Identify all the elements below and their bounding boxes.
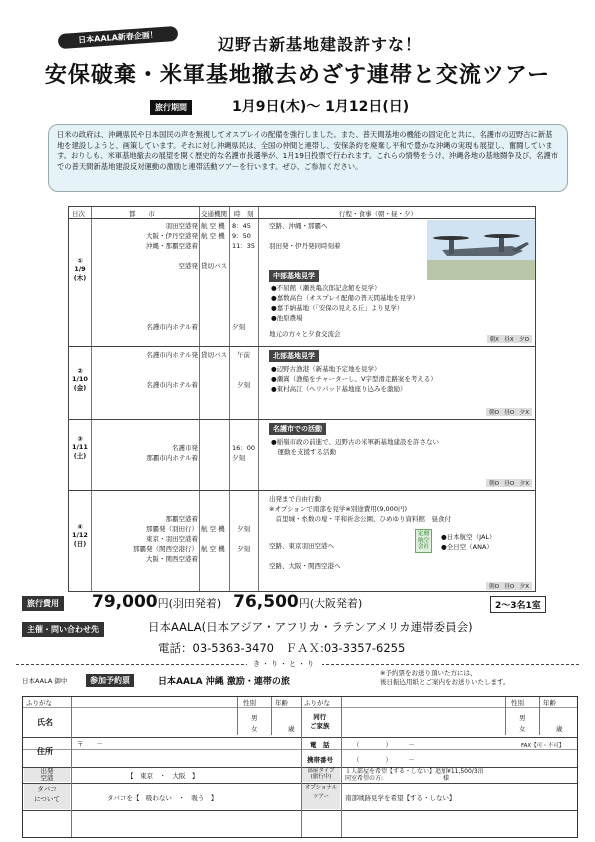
form-apply-label: 参加予約票 — [86, 674, 134, 687]
day-2-section: 北部基地見学 — [269, 350, 319, 362]
day-4-meals: 朝O 昼O 夕X — [486, 582, 532, 590]
day-1-route-top: 空路、沖縄・那覇へ 羽田発・伊丹発同時刻着 — [269, 222, 341, 251]
mobile-field[interactable]: （ ） － — [353, 756, 415, 764]
day-1-route-bottom: 地元の方々と夕食交流会 — [269, 330, 341, 338]
day-4-cities: 那覇空港着 那覇発（羽田行） 東京・羽田空港着 那覇発（関西空港行） 大阪・関西空港着 — [133, 515, 198, 564]
sex-male-2[interactable]: 男 — [519, 714, 526, 722]
day-2-times: 午前 夕刻 — [237, 351, 250, 390]
phone-label: 電 話 — [310, 741, 330, 749]
day-4-transport: 航 空 機 航 空 機 — [201, 525, 225, 554]
header-transport: 交通機関 — [201, 210, 227, 218]
header-city: 都 市 — [129, 210, 155, 218]
price-label: 旅行費用 — [22, 596, 64, 611]
day-1-times: 8：45 9：50 11：35 夕刻 — [232, 222, 256, 331]
age-unit-2: 歳 — [556, 725, 563, 733]
form-to: 日本AALA 御中 — [22, 677, 68, 685]
name-field[interactable] — [73, 709, 235, 736]
mobile-label: 携帯番号 — [307, 756, 333, 764]
room-type: 2～3名1室 — [490, 596, 546, 613]
day-1-section: 中部基地見学 — [269, 270, 319, 282]
period-label: 旅行期間 — [150, 100, 192, 115]
companion-label: 同行 ご家族 — [310, 713, 330, 731]
address-label: 住所 — [37, 747, 53, 756]
day-1-cities: 羽田空港発 大阪・伊丹空港発 沖縄・那覇空港着 空港発 名護市内ホテル着 — [146, 222, 198, 331]
departure-label: 出発 空港 — [24, 768, 70, 782]
itinerary-table — [68, 206, 536, 592]
sex-label: 性別 — [243, 699, 256, 707]
fax-check[interactable]: FAX【可・不可】 — [521, 743, 565, 749]
header-time: 時 刻 — [234, 210, 254, 218]
age-label-2: 年齢 — [543, 699, 556, 707]
day-4-route-top: 出発まで自由行動 ※オプションで南部を見学※別途費用(9,000円) 首里城・糸数の壕・平和祈念公園、ひめゆり資料館 昼食付 — [269, 495, 451, 524]
name-label: 氏名 — [37, 718, 53, 727]
sex-female[interactable]: 女 — [251, 725, 258, 733]
travel-period: 1月9日(木)～ 1月12日(日) — [232, 99, 410, 115]
day-3-cities: 名護市発 那覇市内ホテル着 — [146, 444, 198, 463]
day-3-times: 16：00 夕刻 — [232, 444, 256, 463]
form-tour-name: 日本AALA 沖縄 激励・連帯の旅 — [158, 677, 290, 687]
day-2-items: ●辺野古漁港（新基地予定地を見学） ●瀬嵩（漁船をチャーターし、V字型滑走路案を考える） ●東村高江（ヘリパッド基地座り込みを激励） — [271, 365, 437, 394]
tobacco-select[interactable]: タバコを【 吸わない ・ 吸う 】 — [107, 794, 218, 802]
page-title: 安保破棄・米軍基地撤去めざす連帯と交流ツアー — [44, 63, 551, 88]
day-1-transport: 航 空 機 航 空 機 貸切バス — [201, 222, 227, 271]
tobacco-label: タバコ について — [24, 784, 70, 809]
day-3-label: ③ 1/11 (土) — [72, 435, 88, 460]
osprey-aircraft-image — [427, 220, 535, 280]
day-4-airlines: ●日本航空（JAL） ●全日空（ANA） — [441, 533, 496, 552]
age-unit: 歳 — [288, 725, 295, 733]
day-3-items: ●稲嶺市政の前進で、辺野古の米軍新基地建設を許さない 運動を支援する活動 — [271, 438, 440, 457]
price-haneda: 79,000 — [92, 592, 158, 612]
day-1-items: ●不屈館（瀬長亀次郎記念館を見学） ●嘉数高台（オスプレイ配備の普天間基地を見学） ●嘉手納基地（「安保の見える丘」より見学） ●池原農場 — [271, 284, 420, 323]
sex-male[interactable]: 男 — [251, 714, 258, 722]
application-form — [22, 696, 578, 838]
header-day: 日次 — [72, 210, 85, 218]
day-2-transport: 貸切バス — [201, 351, 227, 359]
option-tour-label: オプショナル ツアー — [302, 784, 340, 809]
header-route: 行程・食事（朝・昼・夕） — [339, 210, 417, 218]
option-tour-select[interactable]: 南部戦跡見学を希望【する・しない】 — [345, 794, 456, 802]
day-3-section: 名護市での活動 — [269, 423, 326, 435]
room-type-label: 部屋タイプ (旅行中) — [302, 768, 340, 782]
price-osaka: 76,500 — [233, 592, 299, 612]
organizer: 日本AALA(日本アジア・アフリカ・ラテンアメリカ連帯委員会) — [148, 620, 473, 634]
day-1-meals: 朝X 昼X 夕O — [487, 335, 532, 343]
day-2-label: ② 1/10 (金) — [72, 367, 88, 392]
price-osaka-unit: 円(大阪発着) — [298, 597, 363, 610]
price — [92, 592, 362, 612]
furigana-label-2: ふりがな — [304, 699, 330, 707]
day-4-times: 夕刻 夕刻 — [237, 525, 250, 554]
cut-label: き・り・と・り — [247, 659, 322, 669]
postal-code-field[interactable]: 〒 － — [77, 740, 103, 748]
form-note: ※予約票をお送り頂いた方には、 後日振込用紙とご案内をお送りいたします。 — [380, 669, 510, 687]
day-4-airline-label: 定刻 航空 会社 — [415, 529, 432, 553]
room-type-field[interactable]: １人部屋を希望【する・しない】追加¥11,500/3泊 同室希望の方: 様 — [345, 768, 484, 783]
price-haneda-unit: 円(羽田発着) — [157, 597, 222, 610]
subtitle: 辺野古新基地建設許すな！ — [218, 35, 423, 54]
furigana-label: ふりがな — [26, 699, 52, 707]
campaign-badge: 日本AALA新春企画！ — [58, 26, 179, 49]
sex-female-2[interactable]: 女 — [519, 725, 526, 733]
age-label: 年齢 — [275, 699, 288, 707]
day-3-meals: 朝O 昼O 夕X — [486, 479, 532, 487]
day-4-route-mid: 空路、東京羽田空港へ 空路、大阪・関西空港へ — [269, 542, 341, 571]
day-2-meals: 朝O 昼O 夕X — [486, 408, 532, 416]
day-2-cities: 名護市内ホテル発 名護市内ホテル着 — [146, 351, 198, 390]
departure-select[interactable]: 【 東京 ・ 大阪 】 — [127, 772, 199, 780]
day-4-label: ④ 1/12 (日) — [72, 523, 88, 548]
contact-label: 主催・問い合わせ先 — [22, 622, 104, 637]
day-1-label: ① 1/9 (木) — [73, 257, 87, 282]
sex-label-2: 性別 — [511, 699, 524, 707]
contact-phone: 電話：03-5363-3470 ＦＡＸ:03-3357-6255 — [158, 641, 406, 655]
phone-field[interactable]: （ ） － — [353, 741, 415, 749]
companion-name-field[interactable] — [343, 709, 503, 736]
intro-text: 日米の政府は、沖縄県民や日本国民の声を無視してオスプレイの配備を強行しました。また、普天間基地の機能の固定化と共に、名護市の辺野古に新基地を建設しようと、画策しています。それに対し沖縄県民は、全国の仲間と連帯し、安保条約を廃棄し平和で豊かな沖縄の実現も展望し、奮闘しています。おりしも、米軍基地撤去の展望を開く歴史的な名護市長選挙が、1月19日投票で行われます。これらの情勢をうけ、沖縄各地の基地闘争及び、名護市での普天間新基地建設反対運動の激励と連帯活動ツアーを行います。ぜひ、ご参加ください。 — [48, 124, 568, 192]
